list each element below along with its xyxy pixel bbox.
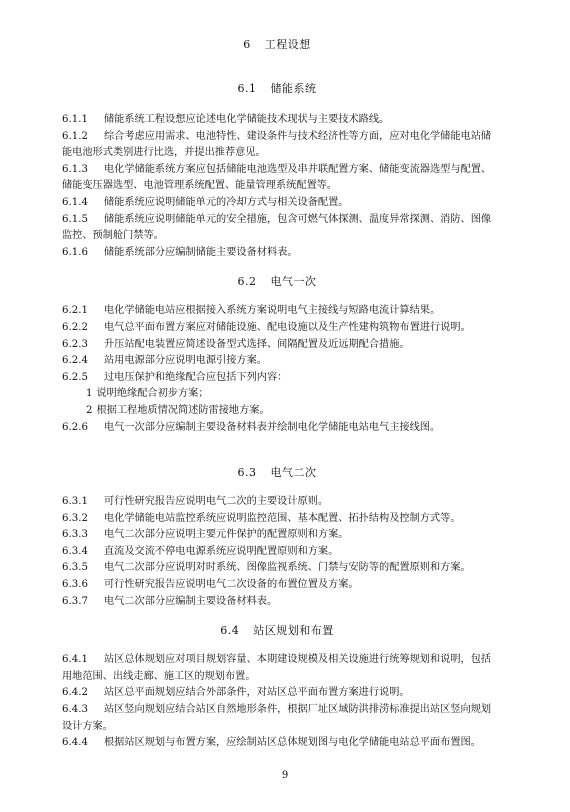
section-title-text: 电气一次 bbox=[270, 275, 317, 289]
clause-number: 6.3.2 bbox=[62, 512, 88, 524]
clause-number: 6.4.2 bbox=[62, 687, 88, 699]
clause bbox=[62, 735, 492, 752]
clause-number: 6.3.5 bbox=[62, 562, 88, 574]
clause-text: 直流及交流不停电电源系统应说明配置原则和方案。 bbox=[104, 545, 339, 557]
clause bbox=[62, 577, 492, 594]
clause-number: 6.2.4 bbox=[62, 355, 88, 367]
clause bbox=[62, 560, 492, 577]
clause-number: 6.4.4 bbox=[62, 737, 88, 749]
section-title bbox=[62, 82, 492, 96]
clause-number: 6.1.2 bbox=[62, 130, 88, 142]
clause-number: 6.2.6 bbox=[62, 421, 88, 433]
clause bbox=[62, 420, 492, 437]
clause-text: 站区总体规划应对项目规划容量、本期建设规模及相关设施进行统筹规划和说明，包括用地范围、出线走廊、施工区的规划布置。 bbox=[62, 654, 492, 682]
section-title-text: 储能系统 bbox=[270, 82, 317, 95]
clause bbox=[62, 527, 492, 544]
clause-text: 电气二次部分应说明主要元件保护的配置原则和方案。 bbox=[104, 529, 349, 541]
clause bbox=[62, 652, 492, 685]
clause bbox=[62, 544, 492, 561]
section-number: 6.4 bbox=[220, 624, 240, 638]
clause bbox=[62, 245, 492, 262]
clause-number: 6.3.1 bbox=[62, 496, 88, 508]
clause-number: 6.1.4 bbox=[62, 196, 88, 208]
page-number: 9 bbox=[281, 770, 289, 781]
section-number: 6.3 bbox=[237, 466, 257, 480]
clause-number: 6.4.1 bbox=[62, 654, 88, 666]
clause-number: 6.1.1 bbox=[62, 114, 88, 125]
clause-text: 电化学储能电站应根据接入系统方案说明电气主接线与短路电流计算结果。 bbox=[104, 305, 441, 317]
sub-clause-text: 说明绝缘配合初步方案； bbox=[96, 388, 209, 400]
sub-clause-number: 2 bbox=[86, 404, 93, 416]
clause-text: 电化学储能电站监控系统应说明监控范围、基本配置、拓扑结构及控制方式等。 bbox=[104, 512, 461, 524]
clause-text: 站用电源部分应说明电源引接方案。 bbox=[104, 355, 267, 367]
chapter-title bbox=[62, 0, 492, 52]
sub-clause-number: 1 bbox=[86, 388, 93, 400]
clause bbox=[62, 494, 492, 511]
section-title-text: 站区规划和布置 bbox=[253, 624, 334, 638]
clause-text: 电气二次部分应说明对时系统、图像监视系统、门禁与安防等的配置原则和方案。 bbox=[104, 562, 471, 574]
clause bbox=[62, 303, 492, 320]
clause bbox=[62, 685, 492, 702]
clause-text: 电气一次部分应编制主要设备材料表并绘制电化学储能电站电气主接线图。 bbox=[104, 421, 441, 433]
clause-text: 储能系统工程设想应论述电化学储能技术现状与主要技术路线。 bbox=[104, 114, 390, 125]
clause bbox=[62, 702, 492, 735]
clause-number: 6.1.6 bbox=[62, 246, 88, 258]
clause-text: 储能系统应说明储能单元的冷却方式与相关设备配置。 bbox=[104, 196, 349, 208]
clause-number: 6.3.6 bbox=[62, 579, 88, 591]
section-title-text: 电气二次 bbox=[270, 466, 317, 480]
clause bbox=[62, 511, 492, 528]
chapter-number: 6 bbox=[243, 38, 251, 51]
clause-text: 过电压保护和绝缘配合应包括下列内容： bbox=[104, 371, 288, 383]
section-title bbox=[62, 624, 492, 638]
section-title bbox=[62, 275, 492, 289]
clause-text: 根据站区规划与布置方案，应绘制站区总体规划图与电化学储能电站总平面布置图。 bbox=[104, 737, 481, 749]
clause-text: 站区竖向规划应结合站区自然地形条件，根据厂址区域防洪排涝标准提出站区竖向规划设计方案。 bbox=[62, 704, 492, 732]
clause bbox=[62, 594, 492, 611]
clause-text: 站区总平面规划应结合外部条件，对站区总平面布置方案进行说明。 bbox=[104, 687, 410, 699]
section-number: 6.2 bbox=[237, 275, 257, 289]
clause-number: 6.3.4 bbox=[62, 545, 88, 557]
sub-clause bbox=[62, 386, 492, 403]
clause-text: 电气二次部分应编制主要设备材料表。 bbox=[104, 595, 278, 607]
clause-text: 升压站配电装置应简述设备型式选择、间隔配置及近远期配合措施。 bbox=[104, 338, 410, 350]
clause bbox=[62, 337, 492, 354]
clause bbox=[62, 353, 492, 370]
section-number: 6.1 bbox=[237, 82, 257, 95]
clause-number: 6.1.5 bbox=[62, 213, 88, 225]
clause-number: 6.4.3 bbox=[62, 704, 88, 716]
clause-text: 储能系统应说明储能单元的安全措施，包含可燃气体探测、温度异常探测、消防、图像监控、预制舱门禁等。 bbox=[62, 213, 492, 242]
clause-number: 6.2.5 bbox=[62, 371, 88, 383]
clause bbox=[62, 370, 492, 387]
clause bbox=[62, 162, 492, 195]
section-title bbox=[62, 466, 492, 480]
clause bbox=[62, 195, 492, 212]
clause bbox=[62, 129, 492, 162]
clause bbox=[62, 112, 492, 129]
clause-number: 6.1.3 bbox=[62, 163, 88, 175]
clause-number: 6.2.2 bbox=[62, 321, 88, 333]
sub-clause bbox=[62, 403, 492, 420]
clause-number: 6.3.7 bbox=[62, 595, 88, 607]
clause bbox=[62, 320, 492, 337]
clause-number: 6.2.3 bbox=[62, 338, 88, 350]
clause-number: 6.2.1 bbox=[62, 305, 88, 317]
chapter-title-text: 工程设想 bbox=[264, 38, 311, 51]
clause-text: 电气总平面布置方案应对储能设施、配电设施以及生产性建构筑物布置进行说明。 bbox=[104, 321, 471, 333]
clause-text: 储能系统部分应编制储能主要设备材料表。 bbox=[104, 246, 298, 258]
clause-text: 综合考虑应用需求、电池特性、建设条件与技术经济性等方面，应对电化学储能电站储能电池形式类别进行比选，并提出推荐意见。 bbox=[62, 130, 492, 159]
clause bbox=[62, 212, 492, 245]
clause-text: 可行性研究报告应说明电气二次设备的布置位置及方案。 bbox=[104, 579, 359, 591]
clause-text: 可行性研究报告应说明电气二次的主要设计原则。 bbox=[104, 496, 329, 508]
clause-number: 6.3.3 bbox=[62, 529, 88, 541]
sub-clause-text: 根据工程地质情况简述防雷接地方案。 bbox=[96, 404, 270, 416]
clause-text: 电化学储能系统方案应包括储能电池选型及串并联配置方案、储能变流器选型与配置、储能变压器选型、电池管理系统配置、能量管理系统配置等。 bbox=[62, 163, 492, 192]
